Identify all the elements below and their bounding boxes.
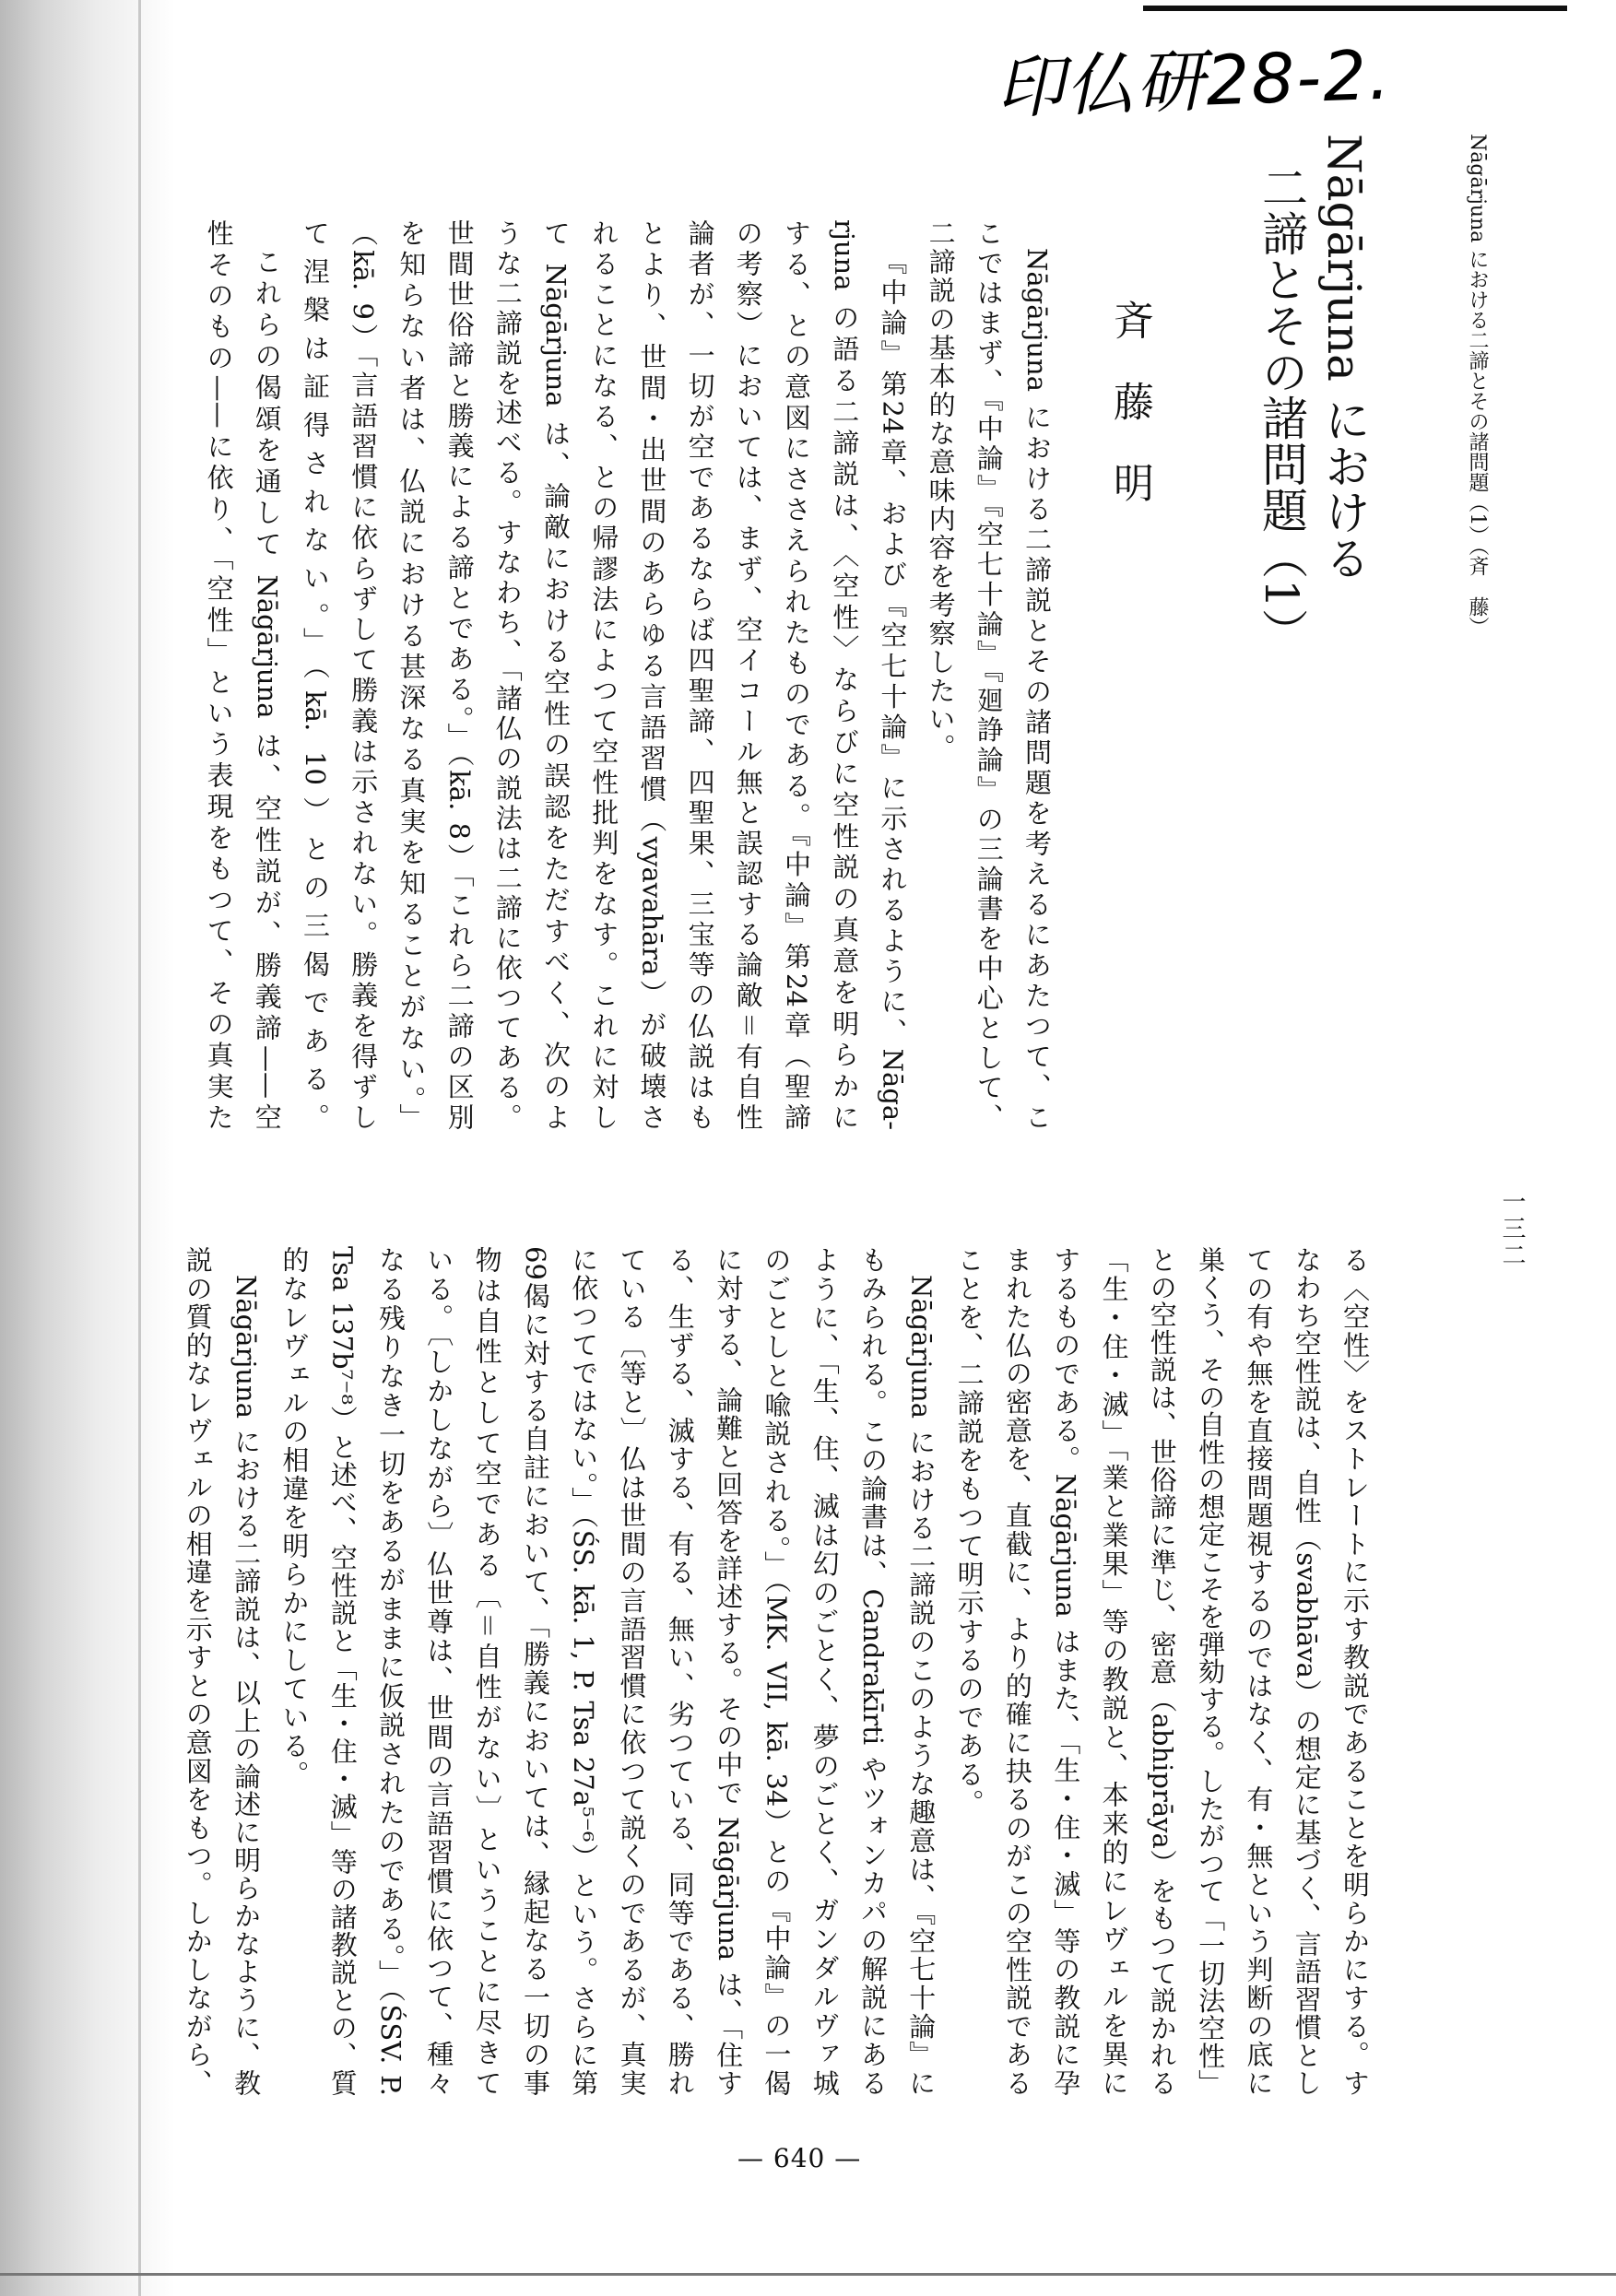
running-head: Nāgārjuna における二諦とその諸問題（1）（斉 藤） [1466,134,1489,638]
text-column: 物は自性として空である〔＝自性がない〕ということに尽きて [471,1246,503,2096]
text-column: 『中論』第24章、および『空七十論』に示されるように、Nāga- [877,248,909,1130]
text-column: する、との意図にささえられたものである。『中論』第24章（聖諦 [781,219,812,1130]
text-column: 説の質的なレヴェルの相違を示すとの意図をもつ。しかしながら、 [182,1246,214,2096]
title-line-1: Nāgārjuna における [1317,134,1371,581]
text-column: するものである。Nāgārjuna はまた、「生・住・滅」等の教説に孕 [1050,1246,1082,2096]
text-column: 二諦説の基本的な意味内容を考察したい。 [925,219,957,762]
text-column: て Nāgārjuna は、論敵における空性の誤認をただすべく、次のよ [540,219,572,1131]
text-column: に対する、論難と回答を詳述する。その中で Nāgārjuna は、「住す [713,1246,745,2096]
text-column: 巣くう、その自性の想定こそを弾劾する。したがつて「一切法空性」 [1195,1246,1227,2096]
text-column: これらの偈頌を通して Nāgārjuna は、空性説が、勝義諦——空 [251,248,283,1131]
text-column: こではまず、『中論』『空七十論』『廻諍論』の三論書を中心として、 [973,219,1005,1130]
text-column: て涅槃は証得されない。」（kā. 10）との三偈である。 [300,219,331,1130]
text-column: 「生・住・滅」「業と業果」等の教説と、本来的にレヴェルを異に [1098,1246,1130,2096]
text-column: ている〔等と〕仏は世間の言語習慣に依つて説くのであるが、真実 [616,1246,648,2096]
text-column: 論者が、一切が空であるならば四聖諦、四聖果、三宝等の仏説はも [684,219,716,1131]
text-column: れることになる、との帰謬法によつて空性批判をなす。これに対し [588,219,620,1130]
handwritten-note: 印仏研28-2. [994,35,1394,129]
text-column: いる。〔しかしながら〕仏世尊は、世間の言語習慣に依つて、種々 [423,1246,455,2096]
text-column: る〈空性〉をストレートに示す教説であることを明らかにする。す [1339,1246,1371,2096]
text-column: のごとしと喩説される。」（MK. VII, kā. 34）との『中論』の一偈 [761,1246,793,2096]
text-column: 性そのもの——に依り、「空性」という表現をもつて、その真実た [203,219,235,1130]
text-column: に依つてではない。」（ŚS. kā. 1, P. Tsa 27a⁵⁻⁶）という。さらに第 [568,1246,600,2096]
text-column: Tsa 137b⁷⁻⁸）と述べ、空性説と「生・住・滅」等の諸教説との、質 [326,1246,359,2096]
text-column: 世間世俗諦と勝義による諦とである。」（kā. 8）「これら二諦の区別 [443,219,476,1130]
text-column: 的なレヴェルの相違を明らかにしている。 [278,1246,311,1789]
page-number-kanji: 一三二 [1498,1189,1526,1269]
text-column: もみられる。この論書は、Candrakīrti やツォンカパの解説にある [857,1246,889,2096]
text-column: Nāgārjuna における二諦説のこのような趣意は、『空七十論』に [905,1275,938,2096]
scan-shadow-edge [0,0,175,2296]
top-scan-rule [1143,6,1567,11]
text-column: うな二諦説を述べる。すなわち、「諸仏の説法は二諦に依つてある。 [491,219,524,1130]
text-column: ことを、二諦説をもつて明示するのである。 [953,1246,985,1818]
page-number: — 640 — [737,2143,862,2173]
text-column: rjuna の語る二諦説は、〈空性〉ならびに空性説の真意を明らかに [829,219,861,1130]
text-column: なる残りなき一切をあるがままに仮説されたのである。」（ŚSV. P. [375,1246,407,2096]
text-column: ての有や無を直接問題視するのではなく、有・無という判断の底に [1243,1246,1275,2096]
text-column: を知らない者は、仏説における甚深なる真実を知ることがない。」 [395,219,428,1131]
text-column: ように、「生、住、滅は幻のごとく、夢のごとく、ガンダルヴァ城 [808,1246,841,2096]
author-name: 斉藤明 [1106,300,1153,543]
text-column: の考察）においては、まず、空イコール無と誤認する論敵＝有自性 [732,219,764,1130]
text-column: なわち空性説は、自性（svabhāva）の想定に基づく、言語習慣とし [1291,1246,1323,2096]
text-column: との空性説は、世俗諦に準じ、密意（abhiprāya）をもつて説かれる [1146,1246,1178,2096]
text-column: とより、世間・出世間のあらゆる言語習慣（vyavahāra）が破壊さ [636,219,668,1130]
text-column: Nāgārjuna における二諦説とその諸問題を考えるにあたつて、こ [1021,248,1053,1130]
scan-edge-line [138,0,141,2296]
text-column: Nāgārjuna における二諦説は、以上の論述に明らかなように、教 [230,1275,263,2096]
text-column: まれた仏の密意を、直截に、より的確に抉るのがこの空性説である [1001,1246,1033,2096]
text-column: （kā. 9）「言語習慣に依らずして勝義は示されない。勝義を得ずし [348,219,380,1130]
text-column: 69偈に対する自註において、「勝義においては、縁起なる一切の事 [519,1246,551,2096]
bottom-scan-rule [0,2273,1616,2276]
title-line-2: 二諦とその諸問題（1） [1255,164,1308,654]
text-column: る、生ずる、滅する、有る、無い、劣つている、同等である、勝れ [664,1246,696,2096]
